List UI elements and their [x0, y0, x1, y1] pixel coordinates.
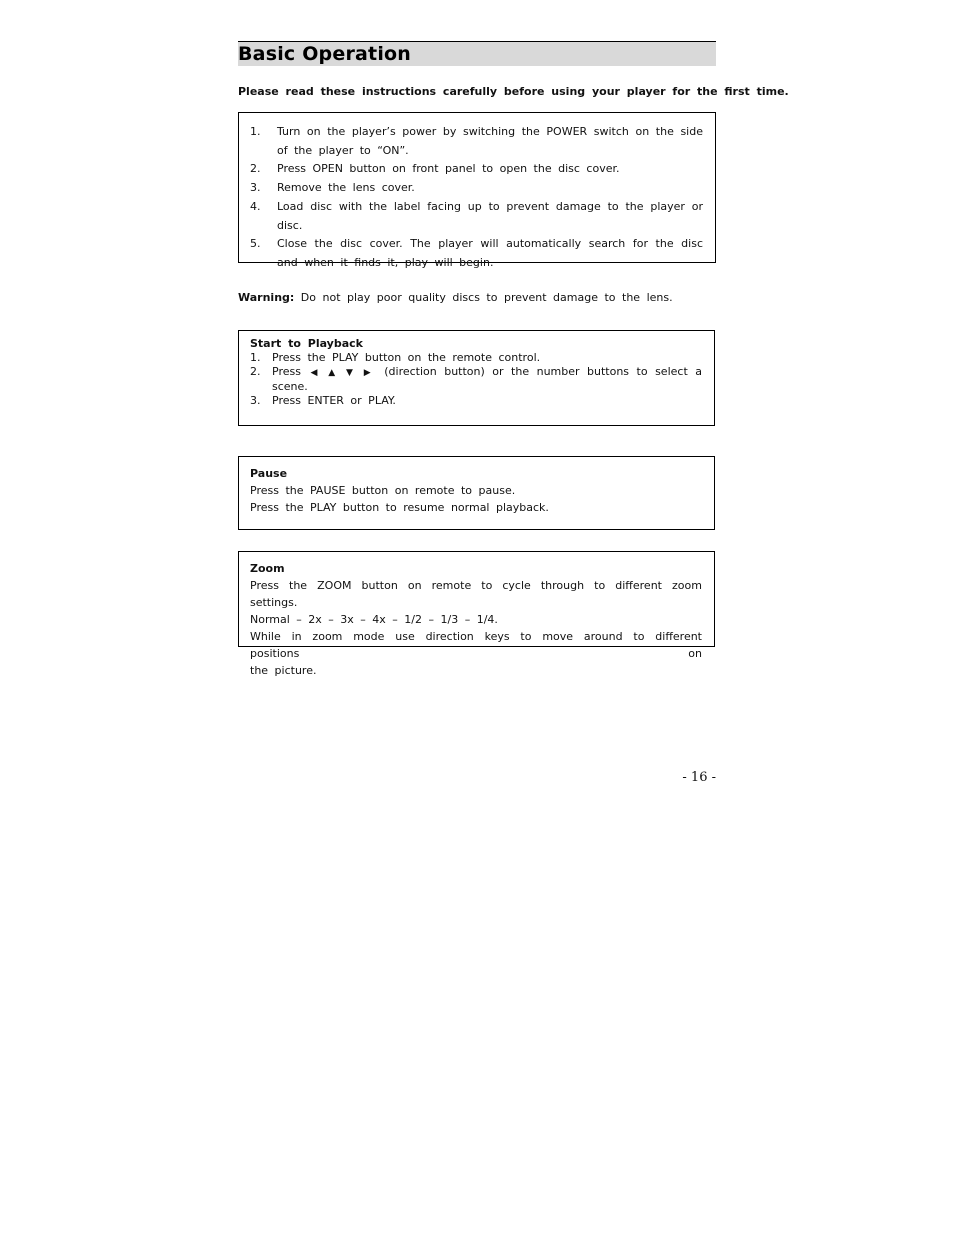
setup-steps-box — [238, 112, 716, 269]
step-number: 2. — [250, 365, 261, 378]
setup-steps-list — [250, 123, 703, 273]
list-item — [250, 179, 703, 198]
playback-title: Start to Playback — [250, 337, 363, 350]
list-item — [250, 198, 703, 235]
pause-line: Press the PLAY button to resume normal playback. — [250, 501, 549, 514]
zoom-line: While in zoom mode use direction keys to move around to different positions on — [250, 630, 702, 660]
step-text: Remove the lens cover. — [277, 181, 415, 195]
list-item — [250, 235, 703, 272]
step-number: 1. — [250, 351, 261, 364]
zoom-line: Normal – 2x – 3x – 4x – 1/2 – 1/3 – 1/4. — [250, 613, 498, 626]
pause-line: Press the PAUSE button on remote to pause. — [250, 484, 516, 497]
section-header — [238, 41, 716, 66]
list-item — [250, 394, 702, 408]
warning-note — [238, 291, 673, 304]
pause-title: Pause — [250, 467, 288, 480]
step-text: Load disc with the label facing up to prevent damage to the player or disc. — [277, 199, 703, 232]
list-item — [250, 365, 702, 394]
list-item — [250, 351, 702, 365]
step-text: Turn on the player’s power by switching the POWER switch on the side of the player to “ON”. — [277, 125, 703, 157]
zoom-line: the picture. — [250, 664, 317, 677]
step-text-after: (direction button) or the number buttons to select a scene. — [272, 365, 702, 393]
step-number: 4. — [250, 199, 261, 213]
zoom-line: Press the ZOOM button on remote to cycle through to different zoom settings. — [250, 579, 702, 609]
step-number: 1. — [250, 125, 261, 138]
step-text: Press the PLAY button on the remote control. — [272, 351, 541, 364]
step-text: Press OPEN button on front panel to open the disc cover. — [277, 162, 620, 176]
page-number: - 16 - — [682, 770, 716, 785]
pause-box — [238, 456, 715, 530]
step-number: 2. — [250, 162, 261, 176]
playback-box — [238, 330, 715, 426]
step-text-before: Press — [272, 365, 301, 378]
step-number: 5. — [250, 237, 261, 251]
page-title: Basic Operation — [238, 43, 412, 65]
step-number: 3. — [250, 181, 261, 195]
step-text-direction — [272, 365, 702, 394]
step-number: 3. — [250, 394, 261, 407]
step-text: Press ENTER or PLAY. — [272, 394, 396, 407]
list-item — [250, 160, 703, 179]
step-text: Close the disc cover. The player will automatically search for the disc and when it finds it, play will begin. — [277, 237, 703, 269]
zoom-title: Zoom — [250, 562, 285, 575]
direction-arrows-icon: ◀ ▲ ▼ ▶ — [310, 368, 375, 378]
intro-text: Please read these instructions carefully before using your player for the first time. — [238, 85, 789, 98]
list-item — [250, 123, 703, 160]
warning-label: Warning: — [238, 291, 295, 304]
zoom-box — [238, 551, 715, 677]
warning-text: Do not play poor quality discs to prevent damage to the lens. — [300, 291, 673, 304]
